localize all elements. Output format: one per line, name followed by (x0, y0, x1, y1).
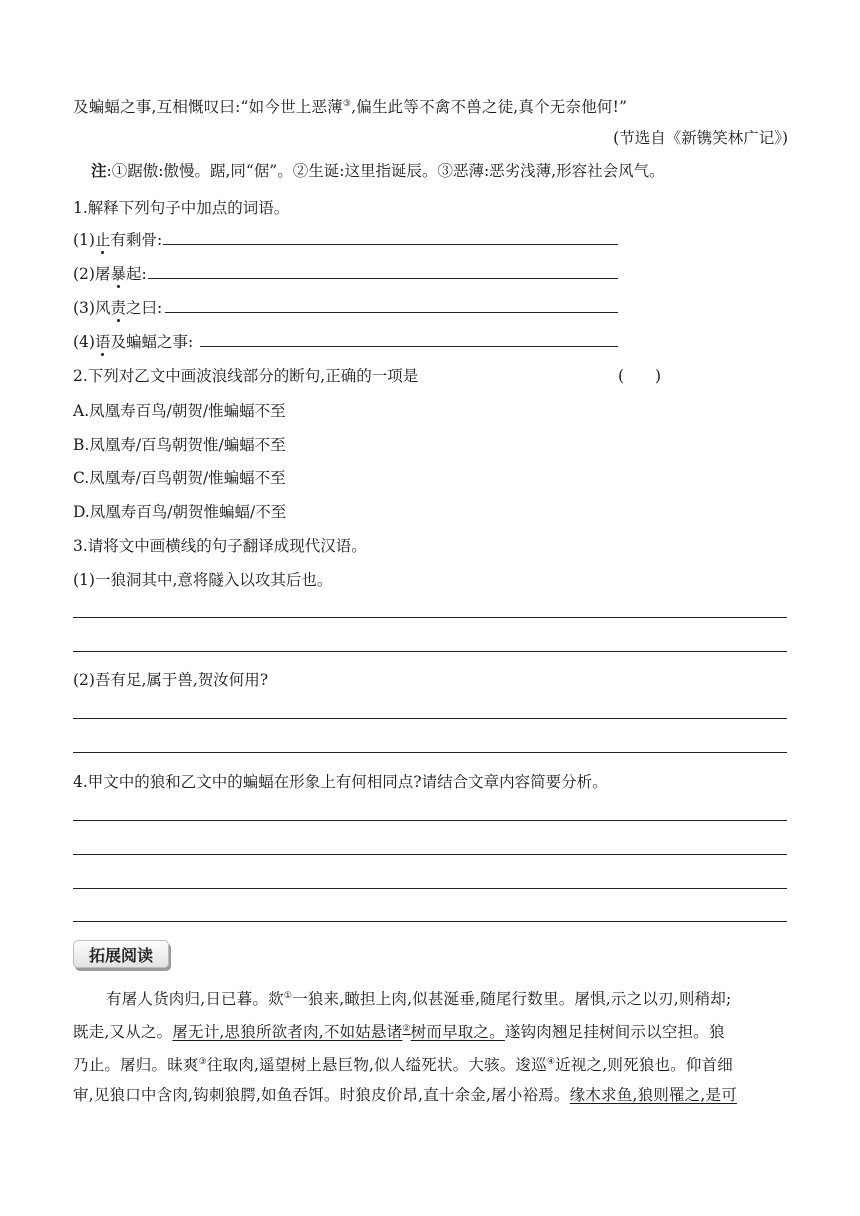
item-prefix: (3)风 (73, 299, 111, 317)
source-citation: (节选自《新镌笑林广记》) (613, 129, 788, 147)
answer-blank-2[interactable] (148, 264, 618, 279)
item-text: 起: (125, 265, 147, 283)
item-prefix: (1) (73, 231, 95, 249)
answer-line[interactable] (73, 752, 787, 753)
dotted-word: 语 (94, 333, 111, 351)
item-prefix: (4) (73, 333, 95, 351)
underlined-sentence: 屠无计,思狼所欲者肉,不如姑悬诸 (172, 1023, 403, 1041)
answer-paren[interactable]: ( ) (618, 367, 662, 385)
intro-text: 及蝙蝠之事,互相慨叹曰:“如今世上恶薄 (73, 98, 343, 116)
q1-item-4 (73, 332, 193, 352)
passage-text: 遂钩肉翘足挂树间示以空担。狼 (504, 1023, 725, 1041)
footnote-marker: ① (283, 991, 293, 1001)
option-b: B.凤凰寿/百鸟朝贺惟/蝙蝠不至 (73, 436, 286, 454)
q1-item-1 (73, 230, 162, 250)
answer-line[interactable] (73, 718, 787, 719)
q3-sentence-1: (1)一狼洞其中,意将隧入以攻其后也。 (73, 571, 333, 589)
item-text: 及蝙蝠之事: (110, 333, 194, 351)
item-prefix: (2)屠 (73, 265, 111, 283)
intro-text-cont: ,偏生此等不禽不兽之徒,真个无奈他何!” (351, 98, 628, 116)
answer-line[interactable] (73, 617, 787, 618)
question-3-title: 3.请将文中画横线的句子翻译成现代汉语。 (73, 537, 367, 555)
answer-line[interactable] (73, 921, 787, 922)
extended-passage-line-3 (73, 1052, 733, 1075)
footnote-marker: ④ (546, 1057, 556, 1067)
answer-blank-4[interactable] (200, 332, 618, 347)
dotted-word: 责 (110, 299, 126, 317)
answer-line[interactable] (73, 651, 787, 652)
note-label: 注 (91, 161, 107, 180)
question-2-title: 2.下列对乙文中画波浪线部分的断句,正确的一项是 (73, 367, 419, 385)
underlined-sentence: 树而早取之。 (410, 1023, 505, 1041)
answer-blank-3[interactable] (165, 298, 618, 313)
note-text: :①踞傲:傲慢。踞,同“倨”。②生诞:这里指诞辰。③恶薄:恶劣浅薄,形容社会风气。 (106, 162, 665, 180)
item-text: 之曰: (125, 299, 163, 317)
footnote-marker: ② (402, 1024, 411, 1034)
dotted-word: 止 (94, 231, 111, 249)
passage-text: 近视之,则死狼也。仰首细 (555, 1056, 733, 1074)
option-a: A.凤凰寿百鸟/朝贺/惟蝙蝠不至 (73, 402, 286, 420)
answer-line[interactable] (73, 888, 787, 889)
dotted-word: 暴 (110, 265, 126, 283)
passage-text: 往取肉,遥望树上悬巨物,似人缢死状。大骇。逡巡 (206, 1056, 547, 1074)
footnote-marker: ③ (342, 99, 352, 109)
passage-text: 既走,又从之。 (73, 1023, 173, 1041)
footnote-marker: ③ (198, 1057, 207, 1067)
item-text: 有剩骨: (110, 231, 163, 249)
option-c: C.凤凰寿/百鸟朝贺/惟蝙蝠不至 (73, 469, 286, 487)
q1-item-2 (73, 264, 147, 284)
extended-passage-line-1 (106, 986, 731, 1009)
question-1-title: 1.解释下列句子中加点的词语。 (73, 199, 290, 217)
question-4-title: 4.甲文中的狼和乙文中的蝙蝠在形象上有何相同点?请结合文章内容简要分析。 (73, 773, 608, 791)
q3-sentence-2: (2)吾有足,属于兽,贺汝何用? (73, 671, 269, 689)
answer-line[interactable] (73, 854, 787, 855)
passage-text: 有屠人货肉归,日已暮。欻 (106, 990, 284, 1008)
passage-text: 一狼来,瞰担上肉,似甚涎垂,随尾行数里。屠惧,示之以刃,则稍却; (292, 990, 732, 1008)
extended-passage-line-2 (73, 1019, 725, 1042)
extended-passage-line-4 (73, 1085, 737, 1105)
answer-line[interactable] (73, 820, 787, 821)
passage-text: 审,见狼口中含肉,钩刺狼腭,如鱼吞饵。时狼皮价昂,直十余金,屠小裕焉。 (73, 1086, 570, 1104)
section-badge: 拓展阅读 (73, 940, 169, 968)
passage-intro-line (73, 94, 627, 117)
passage-text: 乃止。屠归。昧爽 (73, 1056, 199, 1074)
answer-blank-1[interactable] (163, 230, 618, 245)
underlined-sentence: 缘木求鱼,狼则罹之,是可 (569, 1086, 737, 1104)
option-d: D.凤凰寿百鸟/朝贺惟蝙蝠/不至 (73, 503, 287, 521)
annotation-note (91, 161, 665, 181)
q1-item-3 (73, 298, 162, 318)
